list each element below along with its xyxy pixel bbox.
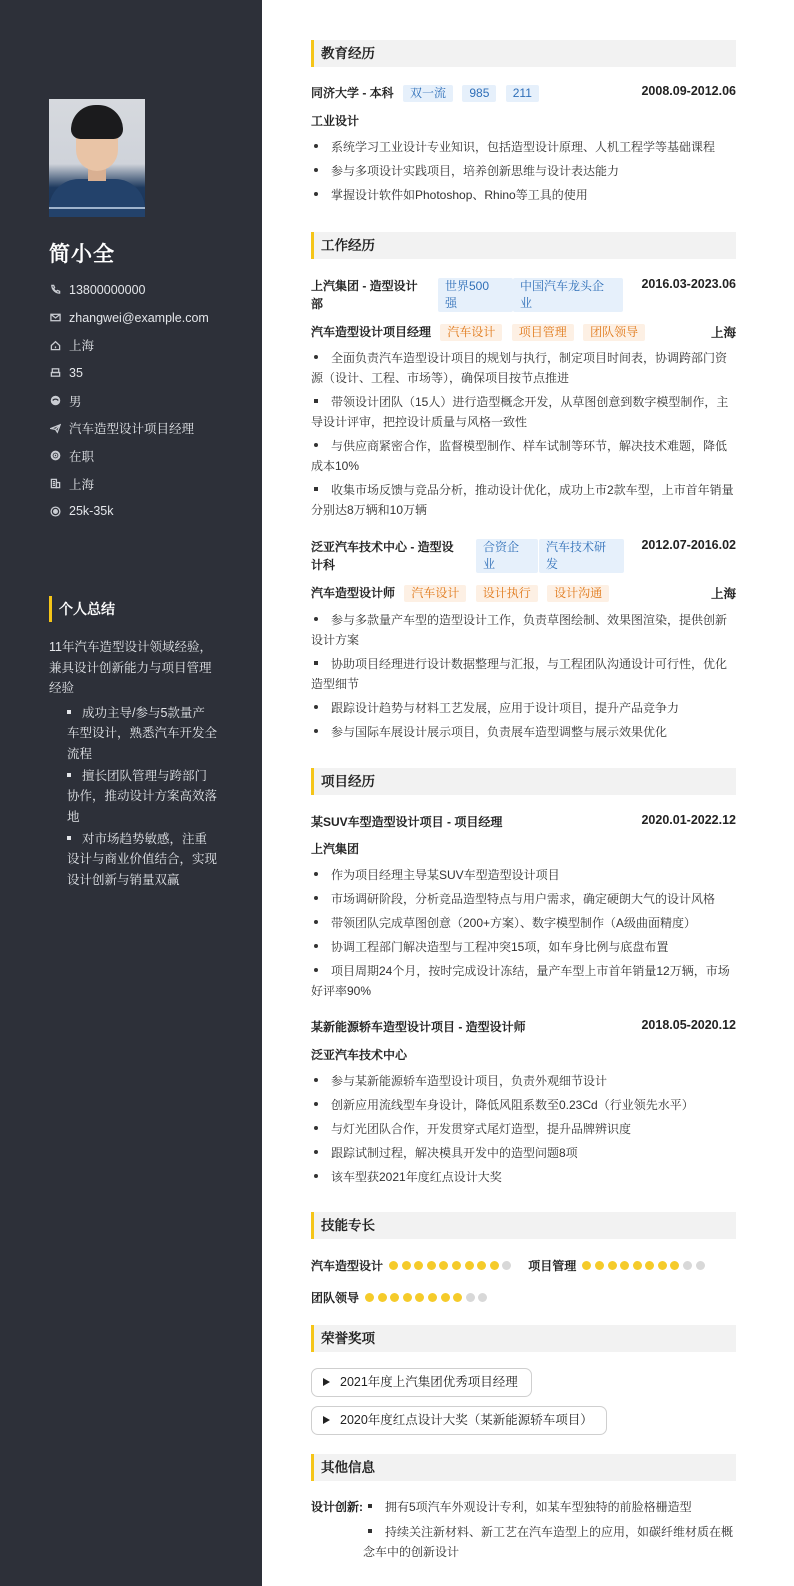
building-icon [49, 478, 61, 490]
list-item: 掌握设计软件如Photoshop、Rhino等工具的使用 [311, 185, 736, 205]
summary-point: 擅长团队管理与跨部门协作，推动设计方案高效落地 [67, 768, 218, 824]
job-position-row [311, 323, 736, 341]
salary-icon [49, 505, 61, 517]
company-tag: 汽车技术研 发 [539, 539, 624, 573]
home-icon [49, 339, 61, 351]
info-job-intent: 汽车造型设计项目经理 [49, 414, 209, 442]
company-tag: 世界500 强 [438, 278, 513, 312]
list-item: 跟踪设计趋势与材料工艺发展，应用于设计项目，提升产品竞争力 [311, 698, 736, 718]
skills-row [311, 1257, 718, 1274]
list-item: 跟踪试制过程，解决模具开发中的造型问题8项 [311, 1143, 736, 1163]
candidate-name: 简小全 [49, 243, 115, 266]
education-section-title: 教育经历 [311, 40, 736, 67]
project-points [311, 865, 736, 1005]
skills-row [311, 1289, 501, 1306]
skill-tag: 设计沟通 [547, 585, 609, 602]
school-tag: 211 [506, 85, 539, 102]
triangle-right-icon [323, 1378, 330, 1386]
job-points [311, 610, 736, 746]
project-name: 某SUV车型造型设计项目 - 项目经理 [311, 815, 503, 829]
summary-title: 个人总结 [49, 596, 115, 622]
project-date: 2020.01-2022.12 [641, 813, 736, 827]
list-item: 带领团队完成草图创意（200+方案）、数字模型制作（A级曲面精度） [311, 913, 736, 933]
triangle-right-icon [323, 1416, 330, 1424]
job-date: 2016.03-2023.06 [641, 277, 736, 291]
projects-section-title: 项目经历 [311, 768, 736, 795]
summary-points [49, 703, 217, 891]
skill-tag: 项目管理 [512, 324, 574, 341]
skill-level-dots [389, 1261, 515, 1270]
project-header [311, 1018, 736, 1036]
list-item: 与灯光团队合作，开发贯穿式尾灯造型，提升品牌辨识度 [311, 1119, 736, 1139]
job-position: 汽车造型设计项目经理 [311, 325, 432, 339]
info-age: 35 [49, 359, 209, 387]
list-item: 全面负责汽车造型设计项目的规划与执行，制定项目时间表，协调跨部门资源（设计、工程、市场等），确保项目按节点推进 [311, 351, 728, 385]
education-header [311, 84, 736, 102]
list-item: 协助项目经理进行设计数据整理与汇报，与工程团队沟通设计可行性，优化造型细节 [311, 657, 728, 691]
list-item: 该车型获2021年度红点设计大奖 [311, 1167, 736, 1187]
list-item: 收集市场反馈与竞品分析，推动设计优化，成功上市2款车型，上市首年销量分别达8万辆和10万辆 [311, 483, 734, 517]
company-name: 上汽集团 - 造型设计 部 [311, 279, 418, 311]
info-home: 上海 [49, 331, 209, 359]
summary-section [49, 637, 217, 892]
phone-icon [49, 284, 61, 296]
list-item: 持续关注新材料、新工艺在汽车造型上的应用，如碳纤维材质在概念车中的创新设计 [363, 1525, 734, 1559]
info-phone: 13800000000 [49, 276, 209, 304]
job-position: 汽车造型设计师 [311, 586, 396, 600]
list-item: 作为项目经理主导某SUV车型造型设计项目 [311, 865, 736, 885]
list-item: 参与某新能源轿车造型设计项目，负责外观细节设计 [311, 1071, 736, 1091]
other-info [311, 1497, 736, 1567]
job-position-row [311, 584, 736, 602]
project-header [311, 813, 736, 831]
school-tag: 985 [462, 85, 496, 102]
project-org: 泛亚汽车技术中心 [311, 1048, 408, 1062]
skills-section-title: 技能专长 [311, 1212, 736, 1239]
education-date: 2008.09-2012.06 [641, 84, 736, 98]
summary-point: 对市场趋势敏感，注重设计与商业价值结合，实现设计创新与销量双赢 [67, 831, 218, 887]
job-date: 2012.07-2016.02 [641, 538, 736, 552]
company-tag: 合资企 业 [476, 539, 538, 573]
list-item: 参与国际车展设计展示项目，负责展车造型调整与展示效果优化 [311, 722, 736, 742]
award-item[interactable]: 2021年度上汽集团优秀项目经理 [311, 1368, 532, 1397]
list-item: 项目周期24个月，按时完成设计冻结，量产车型上市首年销量12万辆，市场好评率90% [311, 964, 730, 998]
project-points [311, 1071, 736, 1191]
list-item: 市场调研阶段，分析竞品造型特点与用户需求，确定硬朗大气的设计风格 [311, 889, 736, 909]
education-points [311, 137, 736, 209]
job-location: 上海 [710, 326, 736, 340]
sidebar [0, 0, 262, 1586]
job-location: 上海 [710, 587, 736, 601]
project-date: 2018.05-2020.12 [641, 1018, 736, 1032]
skill-tag: 汽车设计 [404, 585, 466, 602]
job-header [311, 277, 736, 313]
info-email: zhangwei@example.com [49, 304, 209, 332]
award-item[interactable]: 2020年度红点设计大奖（某新能源轿车项目） [311, 1406, 607, 1435]
school-name: 同济大学 - 本科 [311, 86, 394, 100]
list-item: 协调工程部门解决造型与工程冲突15项，如车身比例与底盘布置 [311, 937, 736, 957]
list-item: 参与多项设计实践项目，培养创新思维与设计表达能力 [311, 161, 736, 181]
job-header [311, 538, 736, 574]
info-gender: 男 [49, 387, 209, 415]
contact-info-list [49, 276, 209, 525]
list-item: 拥有5项汽车外观设计专利，如某车型独特的前脸格栅造型 [363, 1497, 736, 1517]
skill-item: 汽车造型设计 [311, 1257, 515, 1274]
company-tag: 中国汽车龙头企 业 [513, 278, 623, 312]
list-item: 带领设计团队（15人）进行造型概念开发，从草图创意到数字模型制作，主导设计评审，把控设计质量与风格一致性 [311, 395, 729, 429]
skill-level-dots [365, 1293, 491, 1302]
info-salary: 25k-35k [49, 498, 209, 526]
skill-item: 项目管理 [528, 1257, 708, 1274]
age-icon [49, 367, 61, 379]
project-org: 上汽集团 [311, 842, 360, 856]
other-points [311, 1497, 736, 1562]
school-tag: 双一流 [403, 85, 453, 102]
info-status: 在职 [49, 442, 209, 470]
profile-photo [49, 99, 145, 217]
list-item: 参与多款量产车型的造型设计工作，负责草图绘制、效果图渲染，提供创新设计方案 [311, 613, 728, 647]
skill-tag: 设计执行 [476, 585, 538, 602]
major: 工业设计 [311, 114, 360, 128]
info-city: 上海 [49, 470, 209, 498]
other-label: 设计创新: [311, 1500, 363, 1514]
list-item: 系统学习工业设计专业知识，包括造型设计原理、人机工程学等基础课程 [311, 137, 736, 157]
skill-item: 团队领导 [311, 1289, 491, 1306]
skill-tag: 团队领导 [583, 324, 645, 341]
status-icon [49, 450, 61, 462]
other-section-title: 其他信息 [311, 1454, 736, 1481]
mail-icon [49, 312, 61, 324]
company-name: 泛亚汽车技术中心 - 造型设 计科 [311, 540, 454, 572]
work-section-title: 工作经历 [311, 232, 736, 259]
project-name: 某新能源轿车造型设计项目 - 造型设计师 [311, 1020, 526, 1034]
awards-section-title: 荣誉奖项 [311, 1325, 736, 1352]
summary-intro: 11年汽车造型设计领域经验，兼具设计创新能力与项目管理经验 [49, 640, 212, 695]
gender-icon [49, 395, 61, 407]
job-points [311, 348, 736, 524]
send-icon [49, 422, 61, 434]
list-item: 与供应商紧密合作，监督模型制作、样车试制等环节，解决技术难题，降低成本10% [311, 439, 728, 473]
skill-level-dots [582, 1261, 708, 1270]
skill-tag: 汽车设计 [440, 324, 502, 341]
summary-point: 成功主导/参与5款量产车型设计，熟悉汽车开发全流程 [67, 705, 218, 761]
list-item: 创新应用流线型车身设计，降低风阻系数至0.23Cd（行业领先水平） [311, 1095, 736, 1115]
